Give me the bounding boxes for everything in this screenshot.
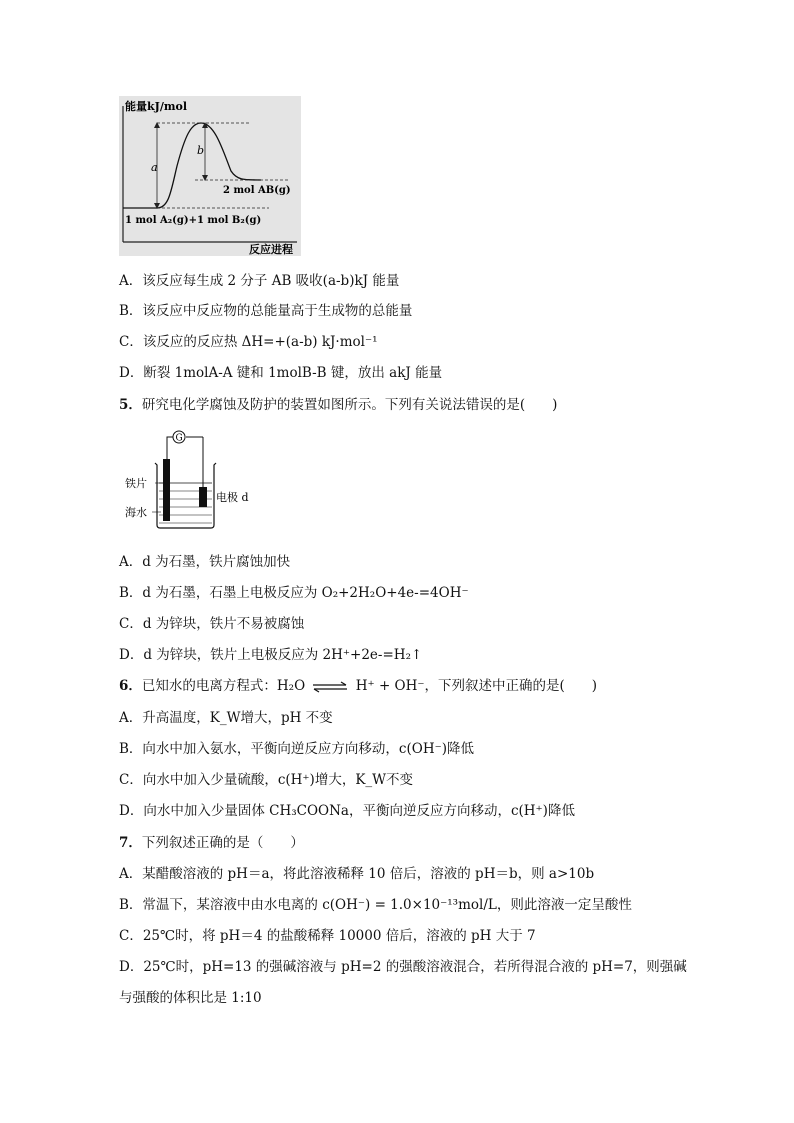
- q4-option-c: C．该反应的反应热 ΔH=+(a-b) kJ·mol⁻¹: [119, 334, 378, 350]
- diagram-background: [119, 96, 301, 256]
- q4-option-b: B．该反应中反应物的总能量高于生成物的总能量: [119, 303, 413, 319]
- iron-plate: [163, 459, 170, 521]
- q5-option-d: D．d 为锌块，铁片上电极反应为 2H⁺+2e-=H₂↑: [119, 647, 423, 663]
- q6-option-a: A．升高温度，K_W增大，pH 不变: [119, 710, 333, 726]
- y-axis-label: 能量kJ/mol: [125, 100, 187, 113]
- q7-stem-line: [119, 834, 304, 852]
- q5-number: 5．: [119, 397, 142, 413]
- q6-stem-line: [119, 677, 597, 695]
- q6-number: 6．: [119, 678, 142, 694]
- q5-stem: 研究电化学腐蚀及防护的装置如图所示。下列有关说法错误的是( ): [141, 397, 558, 413]
- energy-diagram-svg: [119, 96, 301, 256]
- galvanometer-label: G: [175, 433, 183, 444]
- q6-option-d: D．向水中加入少量固体 CH₃COONa，平衡向逆反应方向移动，c(H⁺)降低: [119, 803, 575, 819]
- q5-option-b: B．d 为石墨，石墨上电极反应为 O₂+2H₂O+4e-=4OH⁻: [119, 585, 469, 601]
- q7-option-c: C．25℃时，将 pH＝4 的盐酸稀释 10000 倍后，溶液的 pH 大于 7: [119, 928, 536, 944]
- electrode-d: [199, 487, 207, 507]
- corrosion-apparatus: [119, 425, 259, 530]
- iron-label: 铁片: [125, 477, 147, 490]
- wire-left: [167, 437, 171, 460]
- q7-option-d: D．25℃时，pH=13 的强碱溶液与 pH=2 的强酸溶液混合，若所得混合液的 pH=7，则强碱: [119, 959, 687, 975]
- q7-option-b: B．常温下，某溶液中由水电离的 c(OH⁻) = 1.0×10⁻¹³mol/L，则此溶液一定呈酸性: [119, 897, 632, 913]
- energy-diagram: [119, 96, 301, 256]
- label-b: b: [197, 144, 205, 157]
- q4-option-a: A．该反应每生成 2 分子 AB 吸收(a-b)kJ 能量: [119, 273, 400, 289]
- q7-option-d-continued: 与强酸的体积比是 1:10: [119, 990, 262, 1006]
- q5-stem-line: [119, 396, 557, 414]
- q6-stem-after: H⁺ + OH⁻，下列叙述中正确的是( ): [355, 678, 598, 694]
- q7-stem: 下列叙述正确的是（ ）: [141, 835, 304, 851]
- electrode-label: 电极 d: [216, 491, 249, 504]
- q7-number: 7．: [119, 835, 142, 851]
- q5-option-a: A．d 为石墨，铁片腐蚀加快: [119, 554, 291, 570]
- label-a: a: [151, 161, 158, 174]
- q6-option-b: B．向水中加入氨水，平衡向逆反应方向移动，c(OH⁻)降低: [119, 741, 474, 757]
- reactant-label: 1 mol A₂(g)+1 mol B₂(g): [125, 215, 262, 226]
- equilibrium-arrow-icon: [312, 681, 348, 693]
- q6-stem-before: 已知水的电离方程式：H₂O: [141, 678, 306, 694]
- q6-option-c: C．向水中加入少量硫酸，c(H⁺)增大，K_W不变: [119, 772, 414, 788]
- corrosion-apparatus-svg: [119, 425, 259, 530]
- seawater-label: 海水: [125, 506, 147, 519]
- x-axis-label: 反应进程: [249, 243, 293, 256]
- product-label: 2 mol AB(g): [223, 185, 291, 196]
- q4-option-d: D．断裂 1molA-A 键和 1molB-B 键，放出 akJ 能量: [119, 365, 443, 381]
- q5-option-c: C．d 为锌块，铁片不易被腐蚀: [119, 616, 305, 632]
- q7-option-a: A．某醋酸溶液的 pH＝a，将此溶液稀释 10 倍后，溶液的 pH＝b，则 a>10b: [119, 866, 595, 882]
